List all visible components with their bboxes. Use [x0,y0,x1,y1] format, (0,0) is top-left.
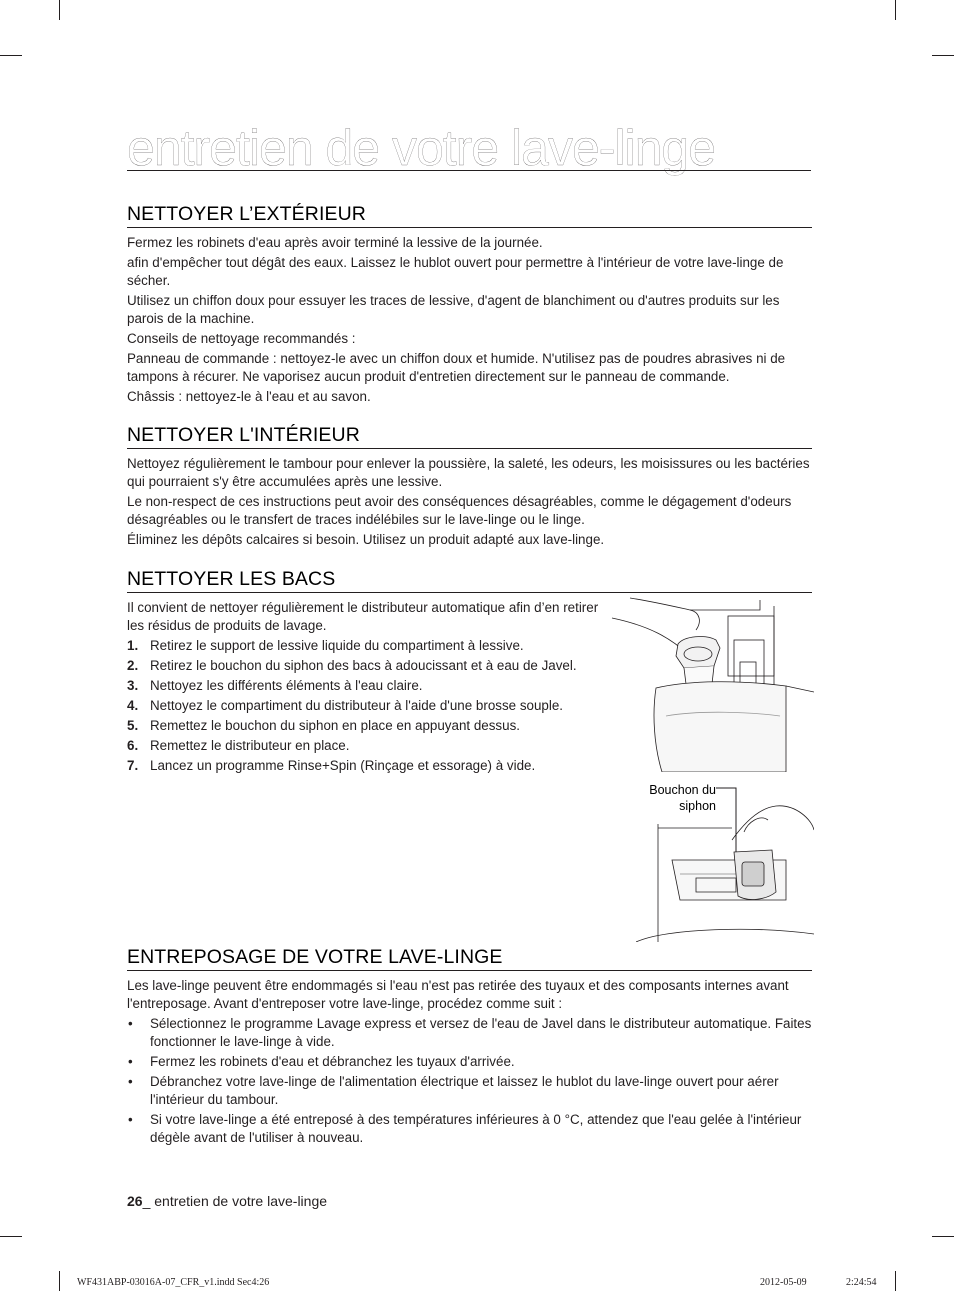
paragraph: Fermez les robinets d'eau après avoir terminé la lessive de la journée. [127,235,543,250]
paragraph: Conseils de nettoyage recommandés : [127,331,356,346]
list-item: • Sélectionnez le programme Lavage express et versez de l'eau de Javel dans le distributeur automatique. Faites fonctionner le lave-linge à vide. [128,1016,812,1049]
crop-mark [59,0,60,20]
paragraph: Les lave-linge peuvent être endommagés si l'eau n'est pas retirée des tuyaux et des composants internes avant l'entreposage. Avant d'entreposer votre lave-linge, procédez comme suit : [127,978,789,1011]
crop-mark [59,1271,60,1291]
section-heading: NETTOYER L'INTÉRIEUR [127,423,812,449]
print-slug-file: WF431ABP-03016A-07_CFR_v1.indd Sec4:26 [77,1277,270,1288]
paragraph: Panneau de commande : nettoyez-le avec un chiffon doux et humide. N'utilisez pas de poudres abrasives ni de tampons à récurer. Ne vaporisez aucun produit d'entretien directement sur le panneau de commande. [127,351,786,384]
paragraph: Éliminez les dépôts calcaires si besoin. Utilisez un produit adapté aux lave-linge. [127,532,605,547]
siphon-cap-illustration [636,800,814,942]
section-storage [127,945,812,1149]
steps-list [127,637,602,775]
crop-mark [0,55,22,56]
section-heading: NETTOYER LES BACS [127,567,812,593]
section-drawers-body [127,599,602,777]
list-item: • Fermez les robinets d'eau et débranchez les tuyaux d'arrivée. [128,1054,515,1069]
list-item: 6. Remettez le distributeur en place. [127,738,350,753]
program-name: Rinse+Spin (Rinçage et essorage) [287,758,493,773]
list-item: 7. Lancez un programme Rinse+Spin (Rinçage et essorage) à vide. [127,758,536,773]
crop-mark [0,1236,22,1237]
list-item: • Débranchez votre lave-linge de l'alimentation électrique et laissez le hublot du lave-linge ouvert pour aérer l'intérieur du tambour. [128,1074,779,1107]
page-number: 26 [127,1193,143,1209]
section-heading: NETTOYER L’EXTÉRIEUR [127,202,812,228]
list-item: 3. Nettoyez les différents éléments à l'eau claire. [127,678,423,693]
list-item: • Si votre lave-linge a été entreposé à des températures inférieures à 0 °C, attendez que l'eau gelée à l'intérieur dégèle avant de l'utiliser à nouveau. [128,1112,802,1145]
callout-label: Bouchon du siphon [649,783,716,813]
crop-mark [895,1271,896,1291]
print-slug-time: 2:24:54 [846,1277,877,1288]
page-footer [127,1193,327,1209]
section-drawers [127,567,812,599]
list-item: 5. Remettez le bouchon du siphon en place en appuyant dessus. [127,718,520,733]
section-interior [127,423,812,551]
list-item: 4. Nettoyez le compartiment du distributeur à l'aide d'une brosse souple. [127,698,564,713]
section-exterior [127,202,812,408]
print-slug-date: 2012-05-09 [760,1277,807,1288]
crop-mark [932,1236,954,1237]
paragraph: afin d'empêcher tout dégât des eaux. Laissez le hublot ouvert pour permettre à l'intérieur de votre lave-linge de sécher. [127,255,784,288]
paragraph: Nettoyez régulièrement le tambour pour enlever la poussière, la saleté, les odeurs, les moisissures ou les bactéries qui pourraient s'y être accumulées après une lessive. [127,456,810,489]
drawer-removal-illustration [610,596,814,772]
paragraph: Il convient de nettoyer régulièrement le distributeur automatique afin d’en retirer les résidus de produits de lavage. [127,600,599,633]
list-item: 1. Retirez le support de lessive liquide du compartiment à lessive. [127,638,524,653]
page-title: entretien de votre lave-linge [127,118,811,171]
footer-text: _ entretien de votre lave-linge [142,1193,328,1209]
crop-mark [895,0,896,20]
list-item: 2. Retirez le bouchon du siphon des bacs à adoucissant et à eau de Javel. [127,658,577,673]
paragraph: Châssis : nettoyez-le à l'eau et au savon. [127,389,371,404]
crop-mark [932,55,954,56]
paragraph: Utilisez un chiffon doux pour essuyer les traces de lessive, d'agent de blanchiment ou d'autres produits sur les parois de la machine. [127,293,780,326]
storage-bullet-list [127,1015,812,1147]
section-heading: ENTREPOSAGE DE VOTRE LAVE-LINGE [127,945,812,971]
paragraph: Le non-respect de ces instructions peut avoir des conséquences désagréables, comme le dégagement d'odeurs désagréables ou le transfert de traces indélébiles sur le lave-linge ou le linge. [127,494,792,527]
